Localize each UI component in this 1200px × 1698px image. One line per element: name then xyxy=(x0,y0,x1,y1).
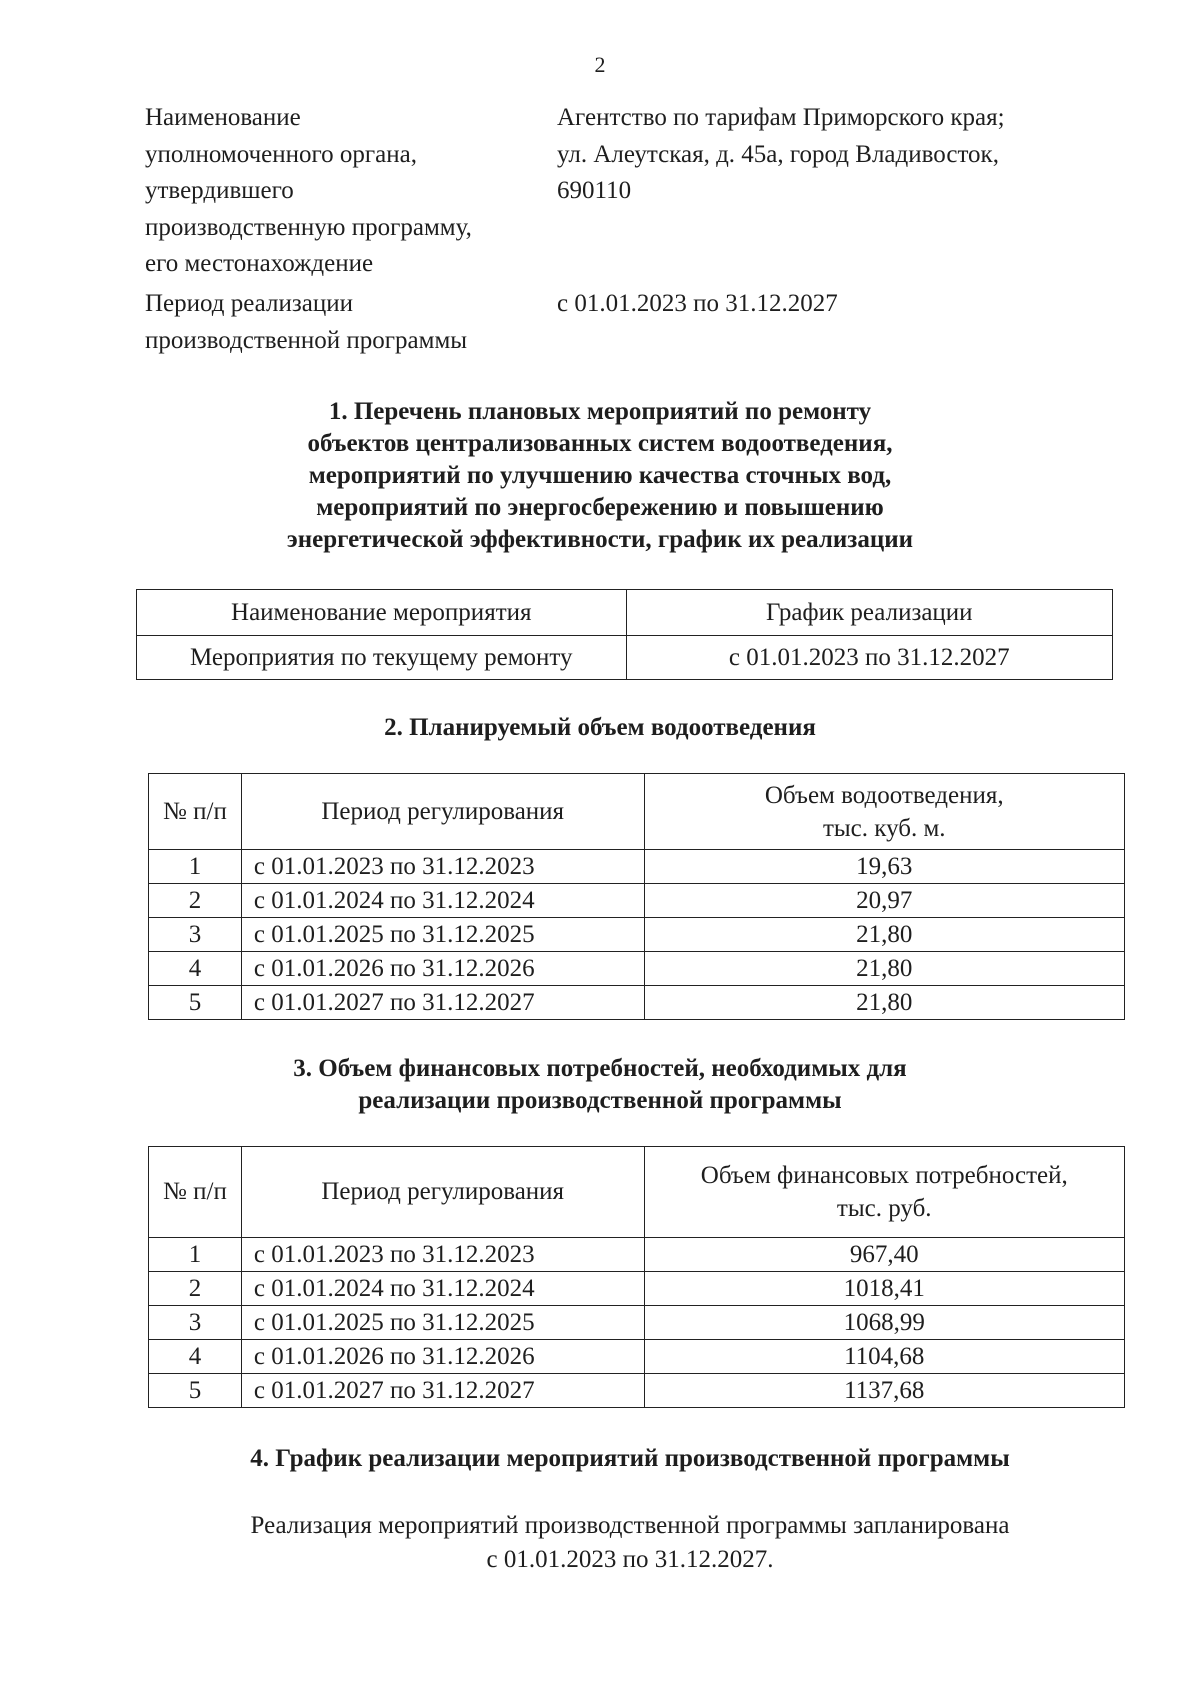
info-value-line: Агентство по тарифам Приморского края; xyxy=(557,104,1005,131)
table-cell: с 01.01.2023 по 31.12.2023 xyxy=(241,1238,644,1272)
column-header: № п/п xyxy=(149,774,242,850)
table-cell: с 01.01.2023 по 31.12.2027 xyxy=(626,636,1112,680)
section1-title xyxy=(0,396,1200,556)
title-line: мероприятий по улучшению качества сточных вод, xyxy=(308,462,892,489)
table-cell: с 01.01.2027 по 31.12.2027 xyxy=(241,1374,644,1408)
title-line: 4. График реализации мероприятий производственной программы xyxy=(250,1445,1010,1472)
header-line: тыс. куб. м. xyxy=(822,814,946,842)
table-cell: Мероприятия по текущему ремонту xyxy=(137,636,627,680)
table-cell: с 01.01.2024 по 31.12.2024 xyxy=(241,1272,644,1306)
section3-table xyxy=(148,1146,1125,1408)
title-line: 2. Планируемый объем водоотведения xyxy=(384,714,816,741)
table-cell: с 01.01.2024 по 31.12.2024 xyxy=(241,884,644,918)
info-value xyxy=(557,100,1117,210)
table-cell: 21,80 xyxy=(644,952,1125,986)
text-line: с 01.01.2023 по 31.12.2027. xyxy=(486,1546,774,1573)
page-number: 2 xyxy=(594,52,606,77)
info-value-line: ул. Алеутская, д. 45а, город Владивосток, xyxy=(557,140,999,168)
table-row xyxy=(149,1306,1125,1340)
text-line: Реализация мероприятий производственной программы запланирована xyxy=(250,1512,1010,1539)
section4-title xyxy=(0,1443,1200,1475)
table-cell: 20,97 xyxy=(644,884,1125,918)
table-row xyxy=(149,850,1125,884)
table-cell: 1 xyxy=(149,850,242,884)
table-cell: 1104,68 xyxy=(644,1340,1125,1374)
table-cell: с 01.01.2027 по 31.12.2027 xyxy=(241,986,644,1020)
title-line: 1. Перечень плановых мероприятий по ремонту xyxy=(328,398,872,425)
column-header: График реализации xyxy=(626,590,1112,636)
info-key-line: уполномоченного органа, xyxy=(145,140,417,168)
info-key-line: Наименование xyxy=(145,104,301,131)
info-value xyxy=(557,286,1117,323)
column-header: Наименование мероприятия xyxy=(137,590,627,636)
table-cell: с 01.01.2026 по 31.12.2026 xyxy=(241,1340,644,1374)
title-line: реализации производственной программы xyxy=(358,1087,842,1114)
section1-table xyxy=(136,589,1113,680)
table-row xyxy=(149,952,1125,986)
table-cell: 21,80 xyxy=(644,918,1125,952)
header-line: тыс. руб. xyxy=(836,1195,932,1222)
table-cell: 2 xyxy=(149,1272,242,1306)
table-header-row xyxy=(149,774,1125,850)
info-key xyxy=(145,100,545,283)
table-cell: 5 xyxy=(149,1374,242,1408)
table-cell: с 01.01.2025 по 31.12.2025 xyxy=(241,918,644,952)
table-header-row xyxy=(149,1147,1125,1238)
header-line: Объем финансовых потребностей, xyxy=(700,1162,1068,1189)
section2-title xyxy=(0,712,1200,744)
section3-title xyxy=(0,1053,1200,1117)
info-value-line: с 01.01.2023 по 31.12.2027 xyxy=(557,290,838,317)
title-line: мероприятий по энергосбережению и повышению xyxy=(316,494,884,521)
table-cell: 3 xyxy=(149,918,242,952)
header-line: Объем водоотведения, xyxy=(764,781,1004,809)
info-key-line: производственную программу, xyxy=(145,213,472,241)
info-authority xyxy=(145,100,1145,290)
table-cell: 21,80 xyxy=(644,986,1125,1020)
column-header: Период регулирования xyxy=(241,774,644,850)
info-value-line: 690110 xyxy=(557,177,632,204)
table-row xyxy=(149,1272,1125,1306)
table-cell: с 01.01.2026 по 31.12.2026 xyxy=(241,952,644,986)
table-row xyxy=(149,1238,1125,1272)
info-key xyxy=(145,286,545,359)
info-key-line: утвердившего xyxy=(145,177,294,204)
column-header: № п/п xyxy=(149,1147,242,1238)
table-cell: 4 xyxy=(149,1340,242,1374)
info-key-line: производственной программы xyxy=(145,326,468,354)
table-cell: 2 xyxy=(149,884,242,918)
table-cell: с 01.01.2025 по 31.12.2025 xyxy=(241,1306,644,1340)
info-period xyxy=(145,286,1145,366)
table-cell: 5 xyxy=(149,986,242,1020)
table-row xyxy=(137,636,1113,680)
title-line: 3. Объем финансовых потребностей, необходимых для xyxy=(293,1055,907,1082)
table-header-row xyxy=(137,590,1113,636)
table-cell: 1 xyxy=(149,1238,242,1272)
table-cell: 3 xyxy=(149,1306,242,1340)
table-cell: 1018,41 xyxy=(644,1272,1125,1306)
column-header: Период регулирования xyxy=(241,1147,644,1238)
table-row xyxy=(149,1340,1125,1374)
info-key-line: Период реализации xyxy=(145,290,353,317)
table-cell: с 01.01.2023 по 31.12.2023 xyxy=(241,850,644,884)
title-line: энергетической эффективности, график их реализации xyxy=(286,526,914,553)
column-header xyxy=(644,774,1125,850)
table-cell: 967,40 xyxy=(644,1238,1125,1272)
table-cell: 1068,99 xyxy=(644,1306,1125,1340)
table-cell: 1137,68 xyxy=(644,1374,1125,1408)
section4-text xyxy=(0,1509,1200,1577)
table-cell: 4 xyxy=(149,952,242,986)
table-row xyxy=(149,986,1125,1020)
table-row xyxy=(149,884,1125,918)
title-line: объектов централизованных систем водоотведения, xyxy=(307,430,893,457)
info-key-line: его местонахождение xyxy=(145,250,374,277)
section2-table xyxy=(148,773,1125,1020)
column-header xyxy=(644,1147,1125,1238)
table-cell: 19,63 xyxy=(644,850,1125,884)
table-row xyxy=(149,1374,1125,1408)
table-row xyxy=(149,918,1125,952)
